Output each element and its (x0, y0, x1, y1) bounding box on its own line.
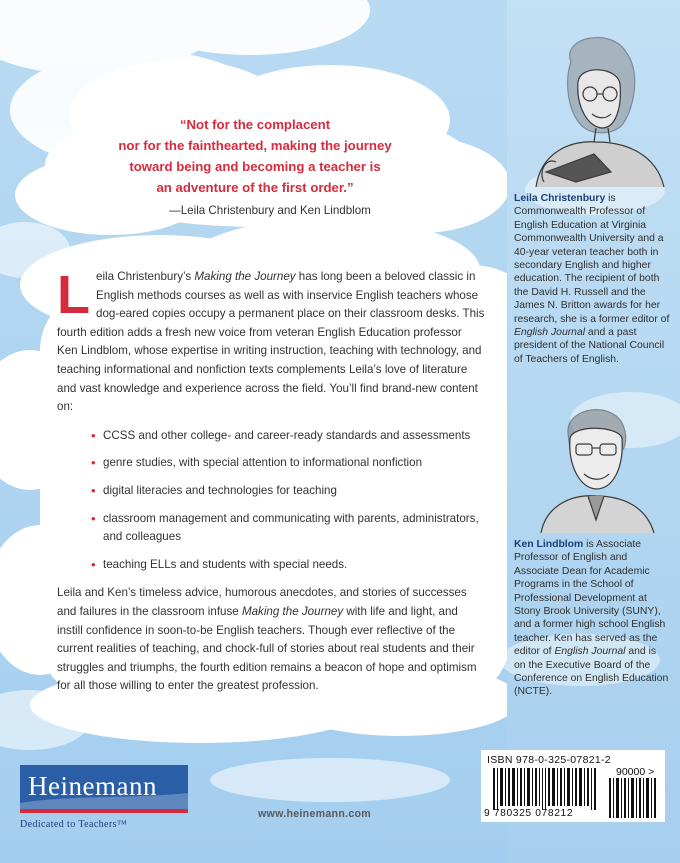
author-name: Leila Christenbury (514, 193, 606, 204)
list-item: • classroom management and communicating with parents, administrators, and colleagues (91, 510, 479, 544)
ken-lindblom-bio: Ken Lindblom is Associate Professor of English and Associate Dean for Academic Programs in the School of Professional Development at Stony Brook University (SUNY), and a former high school English teacher. Ken has served as the editor of English Journal and is on the Executive Board of the Conference on English Education (NCTE). (514, 539, 669, 698)
bullet-icon: • (91, 455, 96, 471)
logo-stripe (20, 809, 188, 813)
bullet-icon: • (91, 556, 96, 572)
bullet-icon: • (91, 427, 96, 443)
intro-text-a: eila Christenbury’s (96, 270, 195, 283)
publisher-logo (20, 765, 188, 830)
publisher-url[interactable]: www.heinemann.com (258, 808, 372, 820)
author-name: Ken Lindblom (514, 539, 584, 550)
list-item: • genre studies, with special attention to informational nonfiction (103, 454, 485, 473)
isbn-text: ISBN 978-0-325-07821-2 (487, 754, 611, 766)
author-column (507, 0, 680, 863)
barcode-number: 9 780325 078212 (484, 808, 574, 819)
logo-banner (20, 765, 188, 809)
list-item: • digital literacies and technologies for teaching (103, 482, 485, 501)
leila-christenbury-bio: Leila Christenbury is Commonwealth Professor of English Education at Virginia Commonwealth University and a 40-year veteran teacher both in secondary English and higher education. The recipient of both the David H. Russell and the James N. Britton awards for her research, she is a former editor of English Journal and a past president of the National Council of Teachers of English. (514, 193, 670, 365)
list-item: • teaching ELLs and students with special needs. (103, 556, 485, 575)
content-list (57, 427, 485, 575)
isbn-barcode (481, 750, 665, 822)
bullet-icon: • (91, 510, 96, 526)
publisher-name: Heinemann (28, 771, 157, 801)
leila-christenbury-portrait (516, 22, 671, 187)
quote-line-1: “Not for the complacent (179, 117, 331, 132)
list-item: • CCSS and other college- and career-ready standards and assessments (103, 427, 485, 446)
bullet-icon: • (91, 482, 96, 498)
drop-cap: L (57, 265, 90, 325)
publisher-tagline: Dedicated to Teachers™ (20, 819, 128, 830)
quote-line-3: toward being and becoming a teacher is (129, 159, 381, 174)
intro-paragraph (57, 265, 485, 417)
intro-text-b: has long been a beloved classic in English methods courses as well as with inservice English teachers whose dog-eared copies occupy a permanent place on their classroom desks. This fourth edition adds a fresh new voice from veteran English Education professor Ken Lindblom, whose expertise in writing instruction, teaching with technology, and teaching informational and nonfiction texts complements Leila’s love of literature and vast knowledge and experience across the field. You’ll find brand-new content on: (57, 270, 485, 414)
closing-paragraph: Leila and Ken’s timeless advice, humorous anecdotes, and stories of successes and failures in the classroom infuse Making the Journey with life and light, and instill confidence in soon-to-be English teachers. Though ever reflective of the current realities of teaching, and chock-full of stories about real students and their struggles and triumphs, the fourth edition remains a beacon of hope and optimism for all those willing to enter the greatest profession. (57, 586, 477, 693)
price-addon: 90000 > (616, 766, 655, 778)
book-title: Making the Journey (194, 270, 296, 283)
book-title: Making the Journey (241, 604, 344, 618)
book-description (57, 265, 485, 696)
quote-line-2: nor for the fainthearted, making the journey (118, 138, 392, 153)
ken-lindblom-portrait (516, 388, 671, 533)
quote-attribution: —Leila Christenbury and Ken Lindblom (169, 204, 371, 217)
quote-line-4: an adventure of the first order.” (156, 180, 354, 195)
pull-quote (40, 114, 470, 217)
